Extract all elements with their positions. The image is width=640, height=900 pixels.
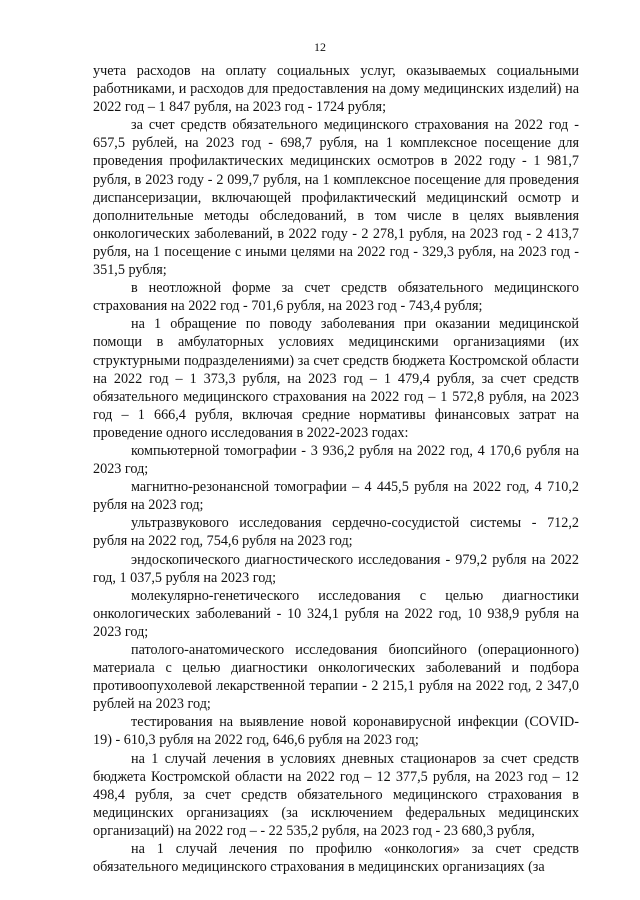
- paragraph: эндоскопического диагностического исследования - 979,2 рубля на 2022 год, 1 037,5 рубля на 2023 год;: [93, 551, 579, 586]
- page-number: 12: [314, 40, 326, 54]
- paragraph: компьютерной томографии - 3 936,2 рубля на 2022 год, 4 170,6 рубля на 2023 год;: [93, 442, 579, 478]
- document-body: [93, 62, 579, 876]
- paragraph: учета расходов на оплату социальных услуг, оказываемых социальными работниками, и расходов для предоставления на дому медицинских изделий) на 2022 год – 1 847 рубля, на 2023 год - 1724 рубля;: [93, 63, 579, 116]
- paragraph: на 1 обращение по поводу заболевания при оказании медицинской помощи в амбулаторных условиях медицинскими организациями (их структурными подразделениями) за счет средств бюджета Костромской области на 2022 год – 1 373,3 рубля, на 2023 год – 1 479,4 рубля, за счет средств обязательного медицинского страхования на 2022 год – 1 572,8 рубля, на 2023 год – 1 666,4 рубля, включая средние нормативы финансовых затрат на проведение одного исследования в 2022-2023 годах:: [93, 316, 579, 441]
- paragraph: молекулярно-генетического исследования с целью диагностики онкологических заболеваний - 10 324,1 рубля на 2022 год, 10 938,9 рубля на 2023 год;: [93, 587, 579, 640]
- paragraph: патолого-анатомического исследования биопсийного (операционного) материала с целью диагностики онкологических заболеваний и подбора противоопухолевой лекарственной терапии - 2 215,1 рубля на 2022 год, 2 347,0 рублей на 2023 год;: [93, 642, 579, 713]
- paragraph: на 1 случай лечения в условиях дневных стационаров за счет средств бюджета Костромской области на 2022 год – 12 377,5 рубля, на 2023 год – 12 498,4 рубля, за счет средств обязательного медицинского страхования в медицинских организациях (за исключением федеральных медицинских организаций) на 2022 год – - 22 535,2 рубля, на 2023 год - 23 680,3 рубля,: [93, 750, 579, 839]
- paragraph: магнитно-резонансной томографии – 4 445,5 рубля на 2022 год, 4 710,2 рубля на 2023 год;: [93, 479, 579, 514]
- paragraph: в неотложной форме за счет средств обязательного медицинского страхования на 2022 год - 701,6 рубля, на 2023 год - 743,4 рубля;: [93, 280, 579, 315]
- paragraph: за счет средств обязательного медицинского страхования на 2022 год - 657,5 рублей, на 2023 год - 698,7 рубля, на 1 комплексное посещение для проведения профилактических медицинских осмотров в 2022 году - 1 981,7 рубля, в 2023 году - 2 099,7 рубля, на 1 комплексное посещение для проведения диспансеризации, включающей профилактический медицинский осмотр и дополнительные методы обследований, в том числе в целях выявления онкологических заболеваний, в 2022 году - 2 278,1 рубля, на 2023 год - 2 413,7 рубля, на 1 посещение с иными целями на 2022 год - 329,3 рубля, на 2023 год - 351,5 рубля;: [93, 117, 579, 279]
- paragraph: ультразвукового исследования сердечно-сосудистой системы - 712,2 рубля на 2022 год, 754,6 рубля на 2023 год;: [93, 515, 579, 550]
- paragraph: на 1 случай лечения по профилю «онкология» за счет средств обязательного медицинского страхования в медицинских организациях (за: [93, 841, 579, 876]
- paragraph: тестирования на выявление новой коронавирусной инфекции (COVID-19) - 610,3 рубля на 2022 год, 646,6 рубля на 2023 год;: [93, 714, 579, 749]
